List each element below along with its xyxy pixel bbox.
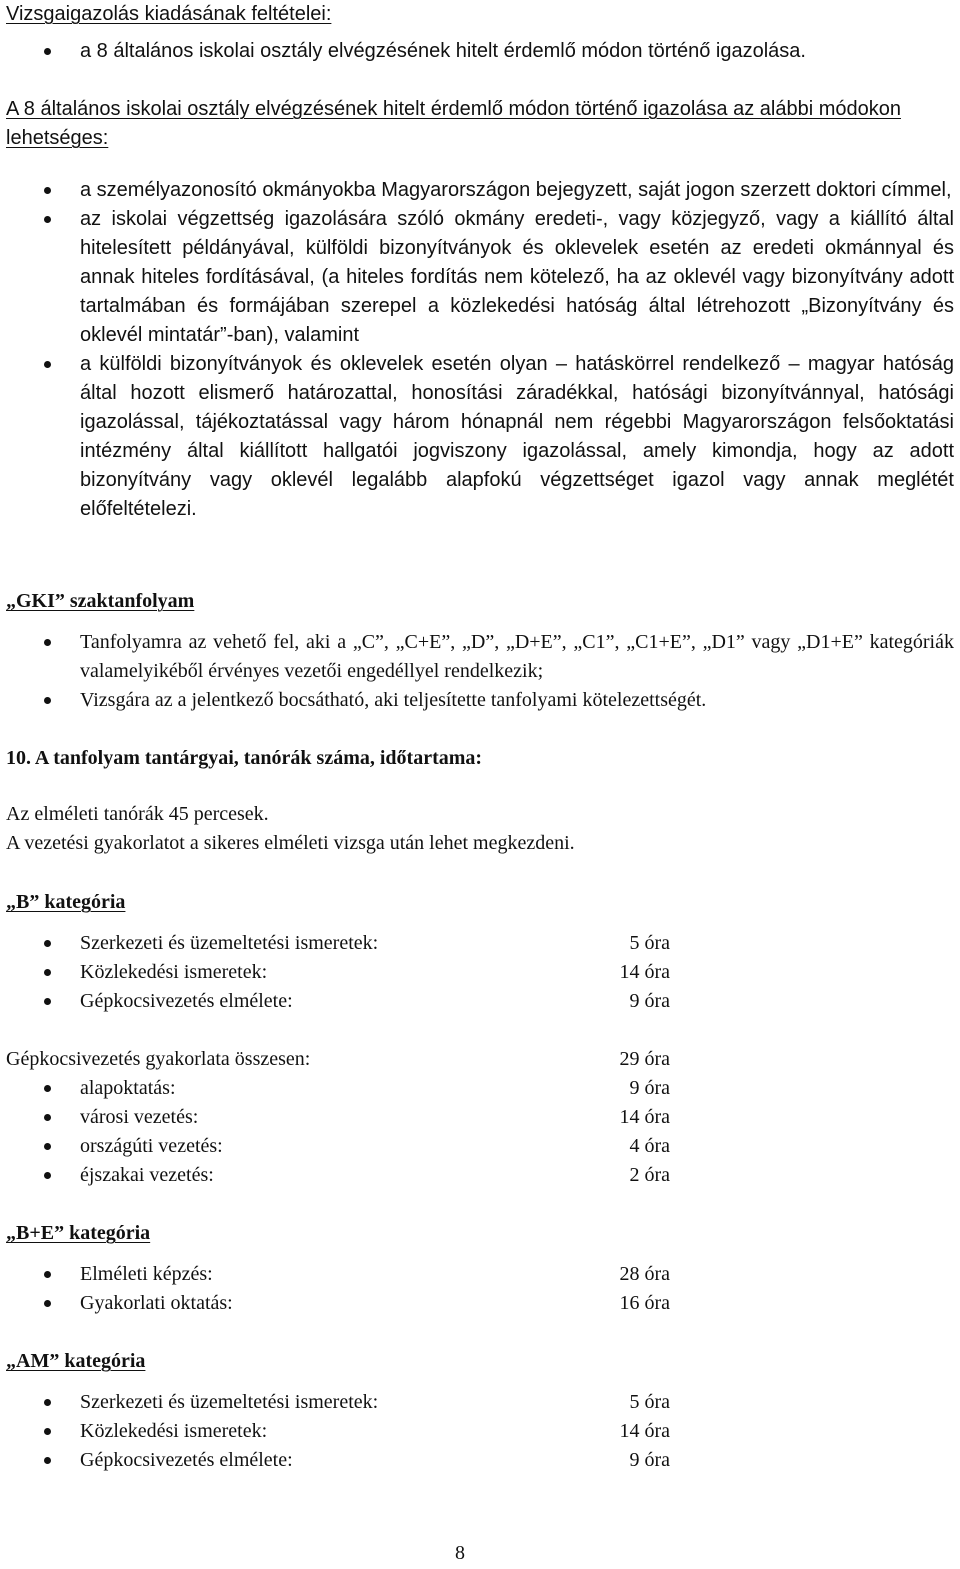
gki-section — [6, 587, 954, 715]
list-item: Tanfolyamra az vehető fel, aki a „C”, „C+E”, „D”, „D+E”, „C1”, „C1+E”, „D1” vagy „D1+E” kategóriák valamelyikéből érvényes vezetői engedéllyel rendelkezik; — [6, 628, 954, 686]
list-item: az iskolai végzettség igazolására szóló okmány eredeti-, vagy közjegyző, vagy a kiállító által hitelesített példányával, külföldi bizonyítványok és oklevelek esetén az eredeti okmánnyal és annak hiteles fordításával, (a hiteles fordítás nem kötelező, ha az oklevél vagy bizonyítvány adott tartalmában és formájában szerepel a közlekedési hatóság által létrehozott „Bizonyítvány és oklevél mintatár”-ban), valamint — [6, 205, 954, 350]
list-item: Gyakorlati oktatás: 16 óra — [6, 1289, 954, 1318]
exam-conditions-heading: Vizsgaigazolás kiadásának feltételei: — [6, 3, 332, 25]
list-item: a 8 általános iskolai osztály elvégzésének hitelt érdemlő módon történő igazolása. — [6, 37, 954, 66]
list-item: városi vezetés: 14 óra — [6, 1103, 954, 1132]
category-b-theory-list — [6, 929, 954, 1016]
gki-list — [6, 628, 954, 715]
category-b-practice-list — [6, 1074, 954, 1190]
theory-lesson-note: Az elméleti tanórák 45 percesek. — [6, 803, 269, 825]
list-item: országúti vezetés: 4 óra — [6, 1132, 954, 1161]
practice-start-note: A vezetési gyakorlatot a sikeres elméleti vizsga után lehet megkezdeni. — [6, 832, 575, 854]
list-item: Szerkezeti és üzemeltetési ismeretek: 5 óra — [6, 1388, 954, 1417]
exam-conditions-section — [6, 0, 954, 66]
section-10 — [6, 744, 954, 858]
category-b-heading: „B” kategória — [6, 891, 126, 913]
category-b-section — [6, 888, 954, 1190]
list-item: alapoktatás: 9 óra — [6, 1074, 954, 1103]
category-am-section — [6, 1347, 954, 1475]
section-10-heading: 10. A tanfolyam tantárgyai, tanórák száma, időtartama: — [6, 747, 483, 769]
list-item: Gépkocsivezetés elmélete: 9 óra — [6, 987, 954, 1016]
list-item: Vizsgára az a jelentkező bocsátható, aki teljesítette tanfolyami kötelezettségét. — [6, 686, 954, 715]
category-be-list — [6, 1260, 954, 1318]
category-b-practice-total: Gépkocsivezetés gyakorlata összesen: 29 óra — [6, 1048, 670, 1070]
list-item: a személyazonosító okmányokba Magyarországon bejegyzett, saját jogon szerzett doktori címmel, — [6, 176, 954, 205]
list-item: Szerkezeti és üzemeltetési ismeretek: 5 óra — [6, 929, 954, 958]
category-am-heading: „AM” kategória — [6, 1350, 146, 1372]
category-be-section — [6, 1219, 954, 1318]
list-item: a külföldi bizonyítványok és oklevelek esetén olyan – hatáskörrel rendelkező – magyar hatóság által hozott elismerő határozattal, honosítási záradékkal, hatósági bizonyítvánnyal, hatósági igazolással, tájékoztatással vagy három hónapnál nem régebbi Magyarországon felsőoktatási intézmény által kiállított hallgatói jogviszony igazolással, amely kimondja, hogy az adott bizonyítvány vagy oklevél legalább alapfokú végzettséget igazol vagy annak meglétét előfeltételezi. — [6, 350, 954, 524]
gki-heading: „GKI” szaktanfolyam — [6, 590, 195, 612]
page-number: 8 — [455, 1542, 465, 1564]
list-item: Közlekedési ismeretek: 14 óra — [6, 958, 954, 987]
list-item: Közlekedési ismeretek: 14 óra — [6, 1417, 954, 1446]
list-item: Elméleti képzés: 28 óra — [6, 1260, 954, 1289]
exam-conditions-list — [6, 37, 954, 66]
category-am-list — [6, 1388, 954, 1475]
proof-heading: A 8 általános iskolai osztály elvégzésének hitelt érdemlő módon történő igazolása az alábbi módokon lehetséges: — [6, 98, 901, 149]
category-be-heading: „B+E” kategória — [6, 1222, 151, 1244]
list-item: Gépkocsivezetés elmélete: 9 óra — [6, 1446, 954, 1475]
list-item: éjszakai vezetés: 2 óra — [6, 1161, 954, 1190]
proof-list — [6, 176, 954, 524]
proof-section — [6, 95, 954, 524]
